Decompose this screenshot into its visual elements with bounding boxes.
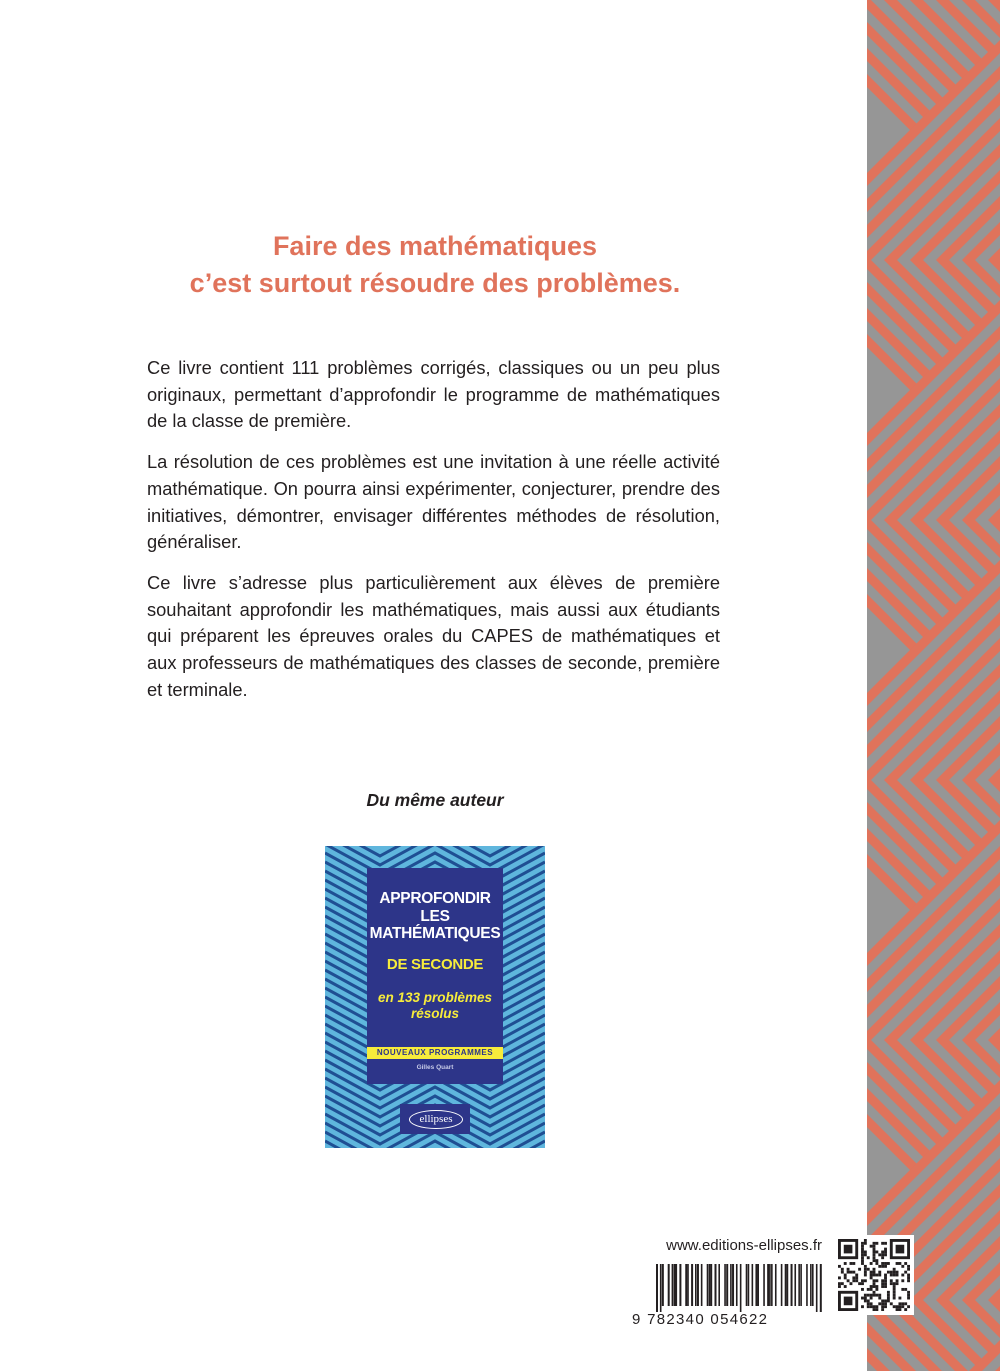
cover-subtitle: DE SECONDE [386, 956, 484, 973]
cover-title-line-3: MATHÉMATIQUES [369, 925, 501, 942]
paragraph-2: La résolution de ces problèmes est une invitation à une réelle activité mathématique. On pourra ainsi expérimenter, conjecturer, prendre des initiatives, démontrer, envisager différentes méthodes de résolution, généraliser. [147, 451, 720, 553]
isbn-number: 9 782340 054622 [632, 1311, 769, 1328]
publisher-website: www.editions-ellipses.fr [666, 1237, 822, 1254]
cover-tagline-line-2: résolus [410, 1006, 460, 1021]
chevron-pattern-strip [867, 0, 1000, 1371]
cover-title-line-1: APPROFONDIR [379, 890, 491, 907]
headline-line-2: c’est surtout résoudre des problèmes. [189, 268, 681, 298]
paragraph-3: Ce livre s’adresse plus particulièrement aux élèves de première souhaitant approfondir les mathématiques, mais aussi aux étudiants qui préparent les épreuves orales du CAPES de mathématiques et aux professeurs de mathématiques des classes de seconde, première et terminale. [147, 571, 720, 700]
related-book-cover [325, 846, 545, 1148]
headline [140, 228, 730, 302]
cover-banner: NOUVEAUX PROGRAMMES [367, 1047, 503, 1059]
same-author-label: Du même auteur [366, 790, 504, 810]
description [147, 355, 720, 717]
cover-tagline-line-1: en 133 problèmes [377, 990, 493, 1005]
publisher-logo-box [400, 1104, 470, 1134]
qr-code-icon [834, 1235, 914, 1315]
headline-line-1: Faire des mathématiques [272, 231, 598, 261]
cover-tagline [367, 990, 503, 1022]
cover-title [367, 890, 503, 943]
paragraph-1: Ce livre contient 111 problèmes corrigés, classiques ou un peu plus originaux, permettant d’approfondir le programme de mathématiques de la classe de première. [147, 357, 720, 432]
cover-title-line-2: LES [420, 907, 450, 925]
publisher-logo: ellipses [409, 1110, 463, 1129]
cover-author: Gilles Quart [416, 1064, 454, 1071]
